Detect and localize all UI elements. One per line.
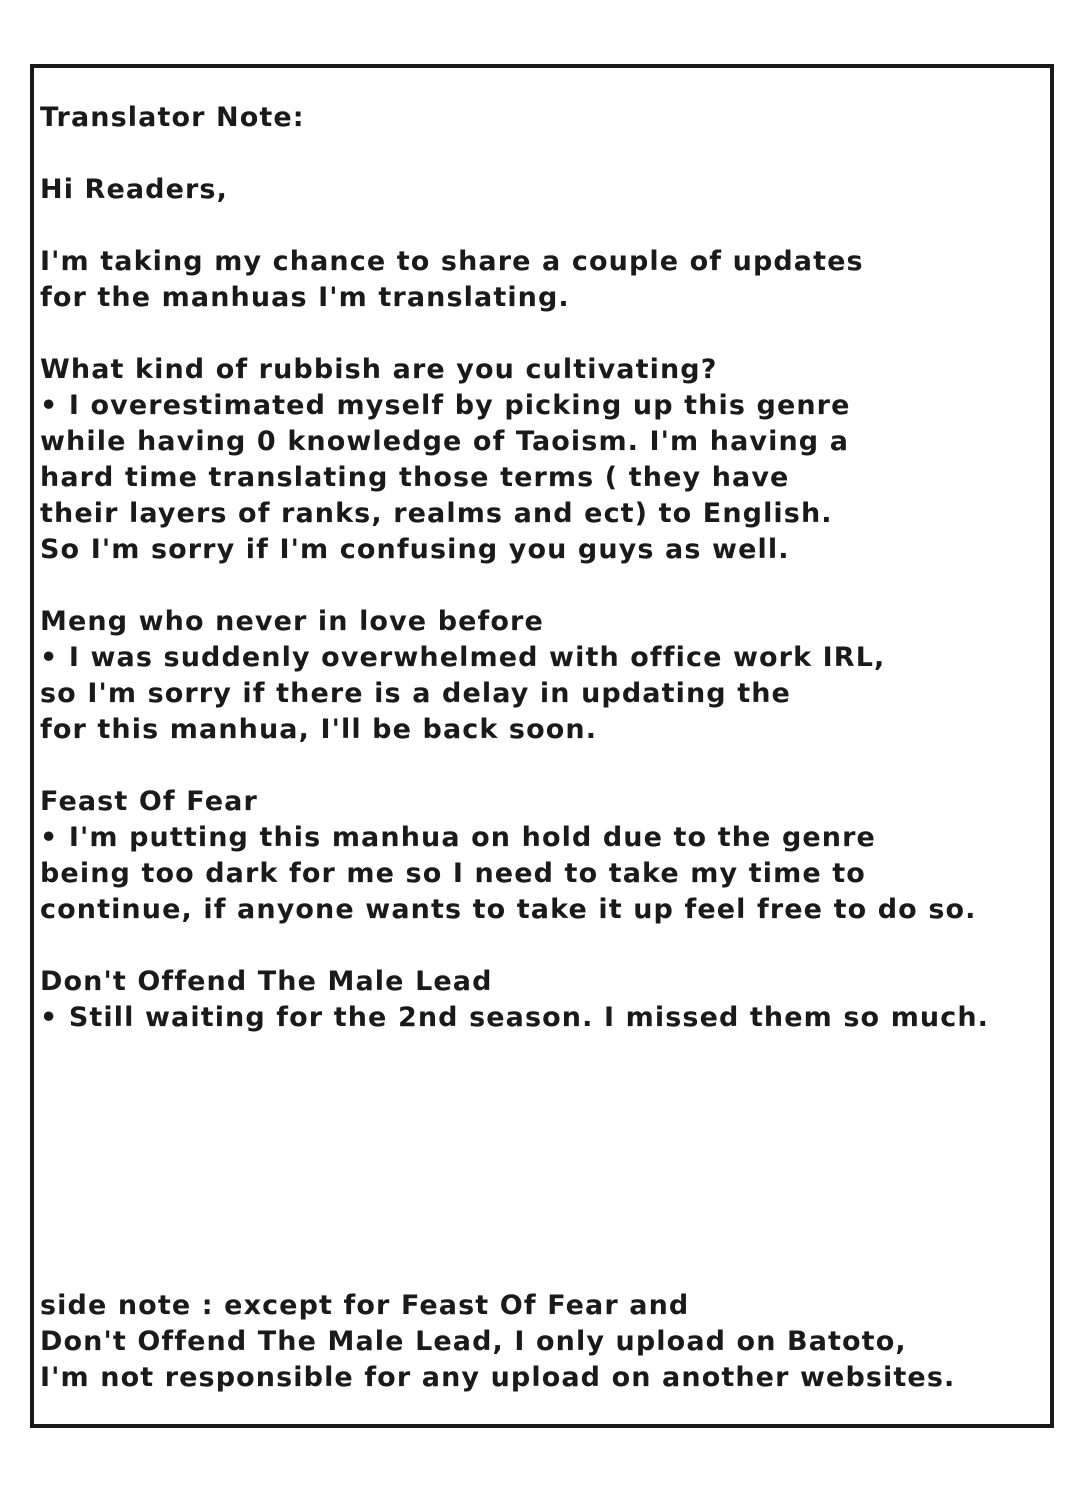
section-line: • I was suddenly overwhelmed with office work IRL, (40, 642, 886, 673)
section-line: continue, if anyone wants to take it up feel free to do so. (40, 894, 977, 925)
section-line: So I'm sorry if I'm confusing you guys as well. (40, 534, 790, 565)
greeting: Hi Readers, (40, 174, 228, 205)
section-title-meng: Meng who never in love before (40, 606, 544, 637)
section-line: being too dark for me so I need to take my time to (40, 858, 866, 889)
section-line: • I overestimated myself by picking up this genre (40, 390, 851, 421)
note-heading: Translator Note: (40, 102, 305, 133)
section-line: while having 0 knowledge of Taoism. I'm having a (40, 426, 850, 457)
section-line: for this manhua, I'll be back soon. (40, 714, 598, 745)
section-line: their layers of ranks, realms and ect) to English. (40, 498, 833, 529)
section-line: • Still waiting for the 2nd season. I missed them so much. (40, 1002, 990, 1033)
section-line: • I'm putting this manhua on hold due to the genre (40, 822, 876, 853)
section-title-cultivating: What kind of rubbish are you cultivating? (40, 354, 718, 385)
side-note-line-3: I'm not responsible for any upload on another websites. (40, 1362, 956, 1393)
section-line: hard time translating those terms ( they have (40, 462, 790, 493)
side-note-line-2: Don't Offend The Male Lead, I only upload on Batoto, (40, 1326, 907, 1357)
section-line: so I'm sorry if there is a delay in updating the (40, 678, 791, 709)
intro-line-1: I'm taking my chance to share a couple of updates (40, 246, 864, 277)
intro-line-2: for the manhuas I'm translating. (40, 282, 570, 313)
section-title-male-lead: Don't Offend The Male Lead (40, 966, 493, 997)
side-note-line-1: side note : except for Feast Of Fear and (40, 1290, 690, 1321)
section-title-feast-of-fear: Feast Of Fear (40, 786, 258, 817)
